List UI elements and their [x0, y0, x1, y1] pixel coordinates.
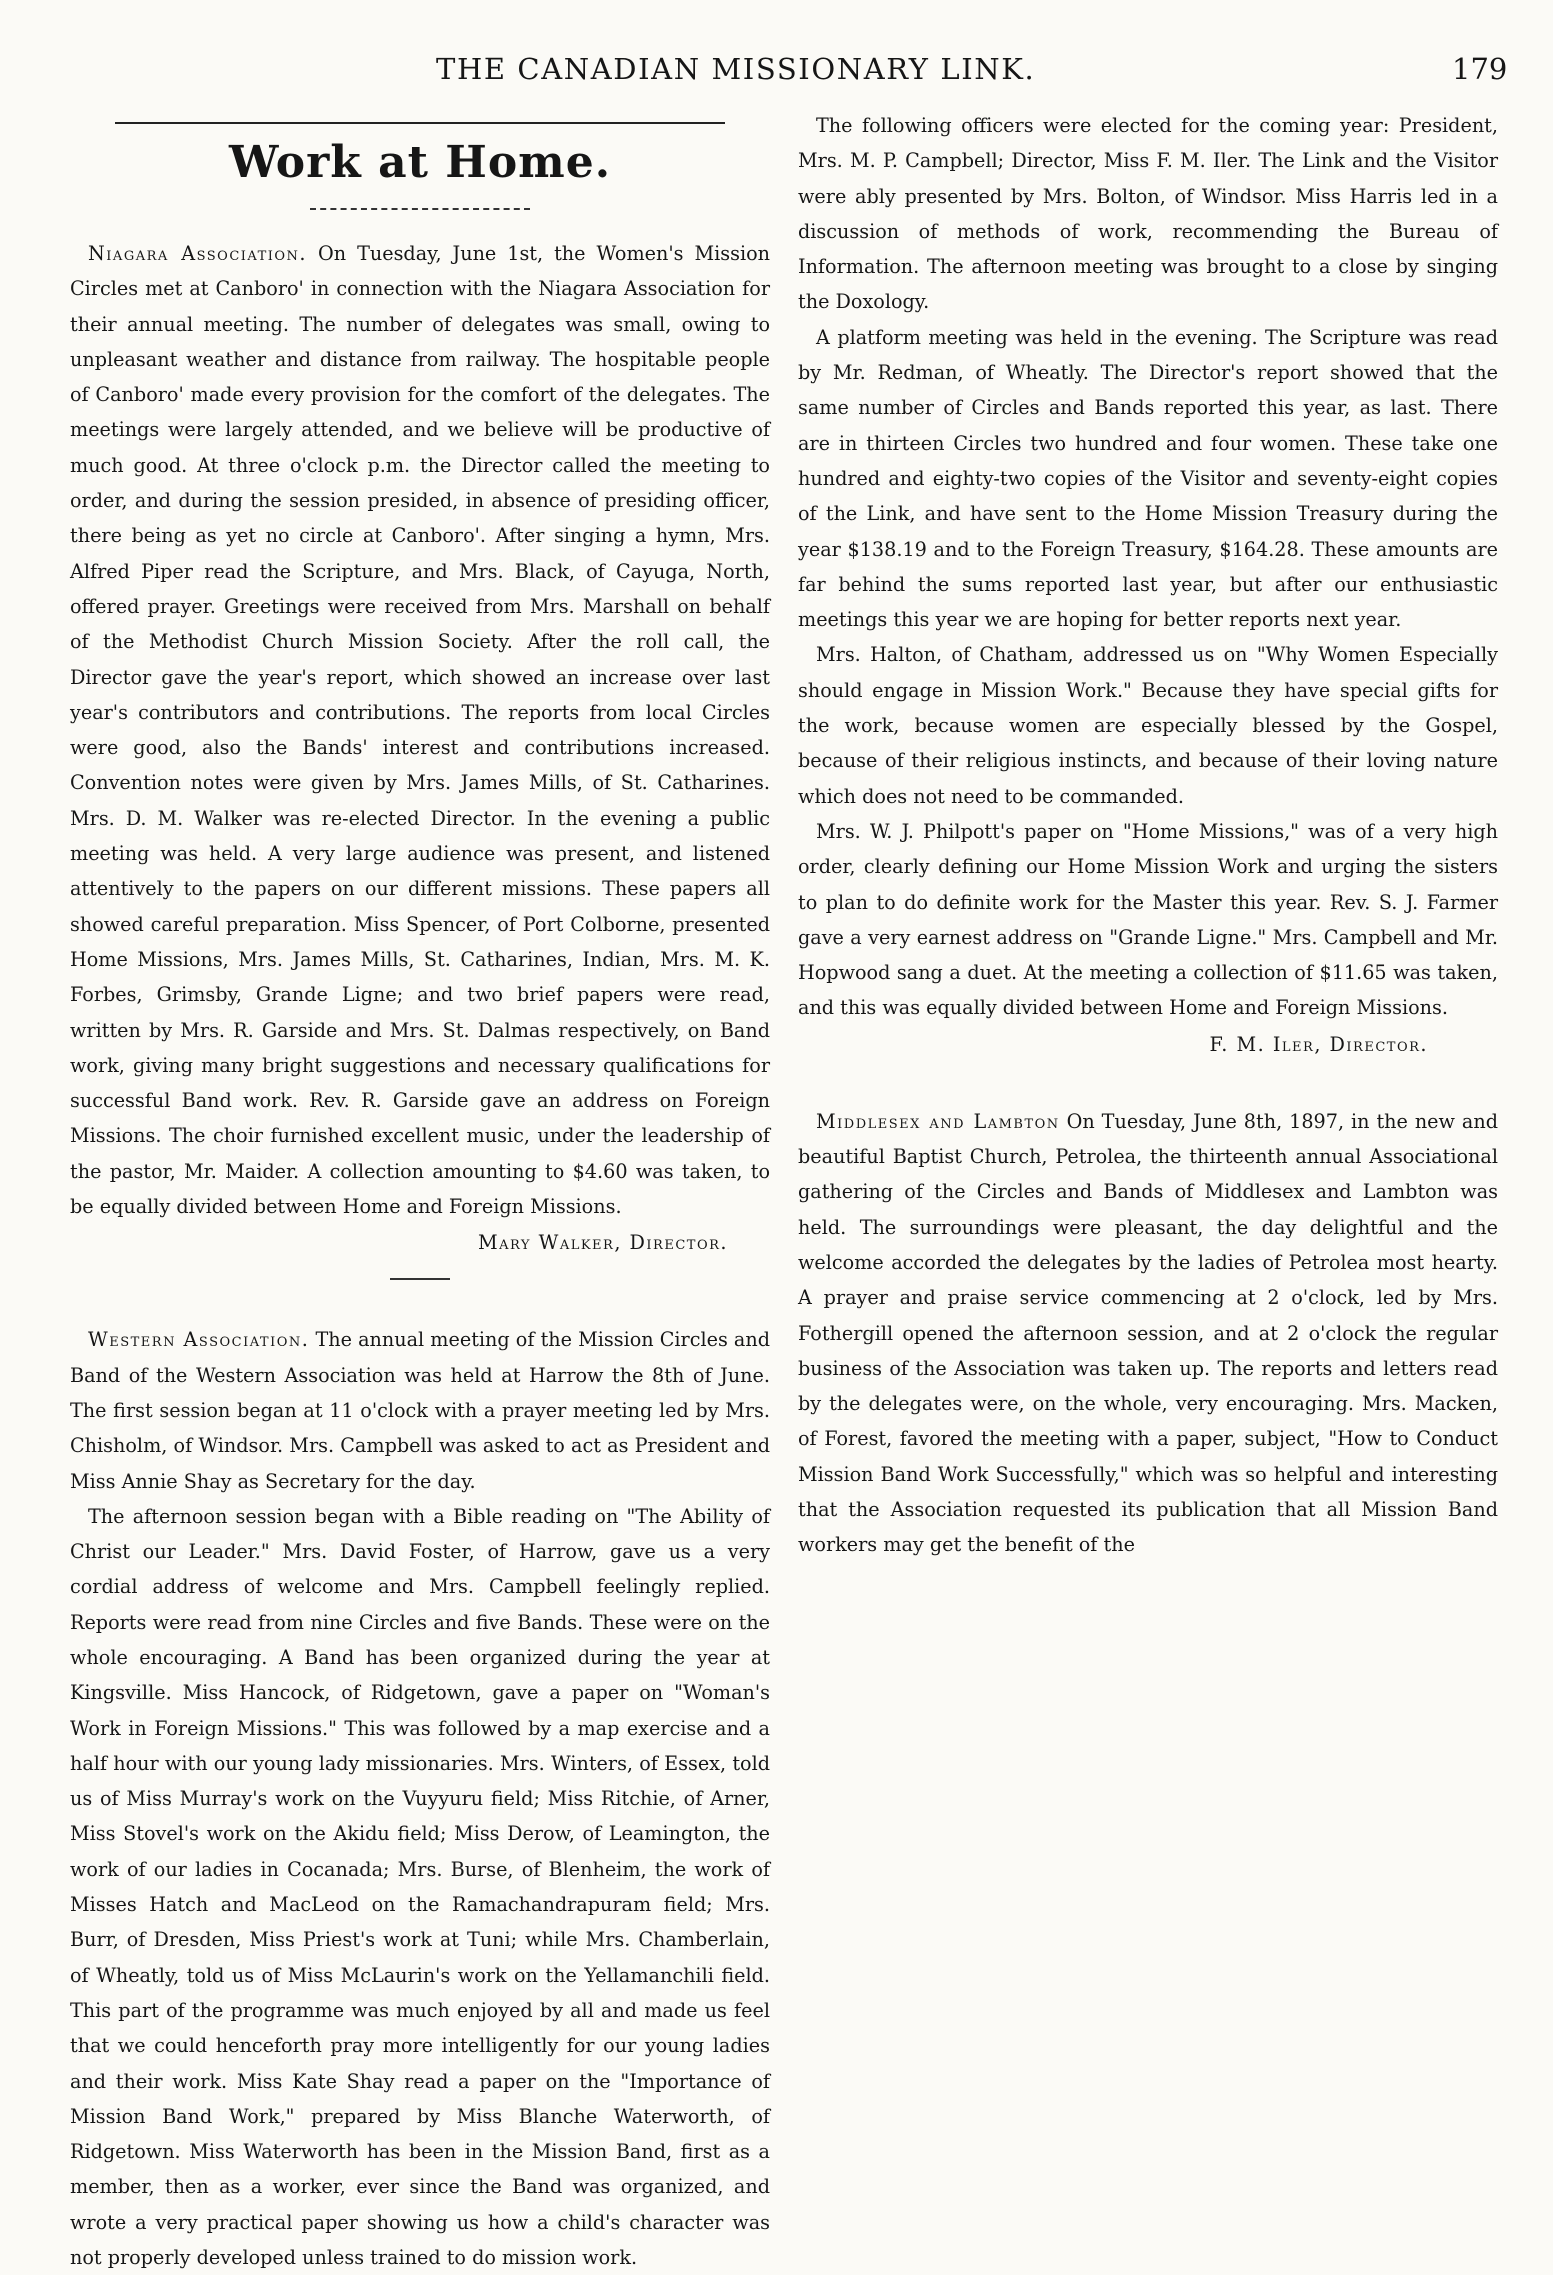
- western-paragraph-3: The following officers were elected for the coming year: President, Mrs. M. P. Campbell; Director, Miss F. M. Iler. The Link and the Visitor were ably presented by Mrs. Bolton, of Windsor. Miss Harris led in a discussion of methods of work, recommending the Bureau of Information. The afternoon meeting was brought to a close by singing the Doxology.: [798, 114, 1498, 314]
- section-gap: [798, 1064, 1498, 1104]
- niagara-paragraph-1: On Tuesday, June 1st, the Women's Mission Circles met at Canboro' in connection with the Niagara Association for their annual meeting. The number of delegates was small, owing to unpleasant weather and distance from railway. The hospitable people of Canboro' made every provision for the comfort of the delegates. The meetings were largely attended, and we believe will be productive of much good. At three o'clock p.m. the Director called the meeting to order, and during the session presided, in absence of presiding officer, there being as yet no circle at Canboro'. After singing a hymn, Mrs. Alfred Piper read the Scripture, and Mrs. Black, of Cayuga, North, offered prayer. Greetings were received from Mrs. Marshall on behalf of the Methodist Church Mission Society. After the roll call, the Director gave the year's report, which showed an increase over last year's contributors and contributions. The reports from local Circles were good, also the Bands' interest and contributions increased. Convention notes were given by Mrs. James Mills, of St. Catharines. Mrs. D. M. Walker was re-elected Director. In the evening a public meeting was held. A very large audience was present, and listened attentively to the papers on our different missions. These papers all showed careful preparation. Miss Spencer, of Port Colborne, presented Home Missions, Mrs. James Mills, St. Catharines, Indian, Mrs. M. K. Forbes, Grimsby, Grande Ligne; and two brief papers were read, written by Mrs. R. Garside and Mrs. St. Dalmas respectively, on Band work, giving many bright suggestions and necessary qualifications for successful Band work. Rev. R. Garside gave an address on Foreign Missions. The choir furnished excellent music, under the leadership of the pastor, Mr. Maider. A collection amounting to $4.60 was taken, to be equally divided between Home and Foreign Missions.: [70, 242, 770, 1219]
- page-number: 179: [1452, 52, 1508, 86]
- left-column: [70, 100, 770, 2275]
- western-paragraph-5: Mrs. Halton, of Chatham, addressed us on "Why Women Especially should engage in Mission Work." Because they have special gifts for the work, because women are especially blessed by the Gospel, because of their religious instincts, and because of their loving nature which does not need to be commanded.: [798, 643, 1498, 808]
- middlesex-report: [798, 1104, 1498, 1563]
- middlesex-lead: Middlesex and Lambton: [816, 1109, 1060, 1133]
- western-signature: F. M. Iler, Director.: [1209, 1032, 1428, 1056]
- western-paragraph-2: The afternoon session began with a Bible reading on "The Ability of Christ our Leader." Mrs. David Foster, of Harrow, gave us a very cordial address of welcome and Mrs. Campbell feelingly replied. Reports were read from nine Circles and five Bands. These were on the whole encouraging. A Band has been organized during the year at Kingsville. Miss Hancock, of Ridgetown, gave a paper on "Woman's Work in Foreign Missions." This was followed by a map exercise and a half hour with our young lady missionaries. Mrs. Winters, of Essex, told us of Miss Murray's work on the Vuyyuru field; Miss Ritchie, of Arner, Miss Stovel's work on the Akidu field; Miss Derow, of Leamington, the work of our ladies in Cocanada; Mrs. Burse, of Blenheim, the work of Misses Hatch and MacLeod on the Ramachandrapuram field; Mrs. Burr, of Dresden, Miss Priest's work at Tuni; while Mrs. Chamberlain, of Wheatly, told us of Miss McLaurin's work on the Yellamanchili field. This part of the programme was much enjoyed by all and made us feel that we could henceforth pray more intelligently for our young ladies and their work. Miss Kate Shay read a paper on the "Importance of Mission Band Work," prepared by Miss Blanche Waterworth, of Ridgetown. Miss Waterworth has been in the Mission Band, first as a member, then as a worker, ever since the Band was organized, and wrote a very practical paper showing us how a child's character was not properly developed unless trained to do mission work.: [70, 1504, 770, 2270]
- journal-title: THE CANADIAN MISSIONARY LINK.: [436, 52, 1036, 86]
- western-paragraph-6: Mrs. W. J. Philpott's paper on "Home Missions," was of a very high order, clearly defining our Home Mission Work and urging the sisters to plan to do definite work for the Master this year. Rev. S. J. Farmer gave a very earnest address on "Grande Ligne." Mrs. Campbell and Mr. Hopwood sang a duet. At the meeting a collection of $11.65 was taken, and this was equally divided between Home and Foreign Missions.: [798, 819, 1498, 1020]
- heading-top-rule: [115, 122, 725, 124]
- middlesex-paragraph-1: On Tuesday, June 8th, 1897, in the new and beautiful Baptist Church, Petrolea, the thirteenth annual Associational gathering of the Circles and Bands of Middlesex and Lambton was held. The surroundings were pleasant, the day delightful and the welcome accorded the delegates by the ladies of Petrolea most hearty. A prayer and praise service commencing at 2 o'clock, led by Mrs. Fothergill opened the afternoon session, and at 2 o'clock the regular business of the Association was taken up. The reports and letters read by the delegates were, on the whole, very encouraging. Mrs. Macken, of Forest, favored the meeting with a paper, subject, "How to Conduct Mission Band Work Successfully," which was so helpful and interesting that the Association requested its publication that all Mission Band workers may get the benefit of the: [798, 1109, 1498, 1557]
- western-paragraph-1: The annual meeting of the Mission Circles and Band of the Western Association was held at Harrow the 8th of June. The first session began at 11 o'clock with a prayer meeting led by Mrs. Chisholm, of Windsor. Mrs. Campbell was asked to act as President and Miss Annie Shay as Secretary for the day.: [70, 1328, 770, 1493]
- western-lead: Western Association.: [88, 1328, 310, 1352]
- section-heading: Work at Home.: [228, 137, 612, 188]
- right-column: [798, 108, 1498, 1563]
- section-separator: [390, 1278, 450, 1280]
- heading-bottom-rule: [310, 208, 530, 210]
- niagara-report: [70, 236, 770, 1224]
- niagara-signature: Mary Walker, Director.: [478, 1231, 728, 1255]
- western-report: [70, 1322, 770, 1498]
- niagara-lead: Niagara Association.: [88, 242, 308, 265]
- western-paragraph-4: A platform meeting was held in the evening. The Scripture was read by Mr. Redman, of Wheatly. The Director's report showed that the same number of Circles and Bands reported this year, as last. There are in thirteen Circles two hundred and four women. These take one hundred and eighty-two copies of the Visitor and seventy-eight copies of the Link, and have sent to the Home Mission Treasury during the year $138.19 and to the Foreign Treasury, $164.28. These amounts are far behind the sums reported last year, but after our enthusiastic meetings this year we are hoping for better reports next year.: [798, 325, 1498, 632]
- page-header: [0, 52, 1553, 92]
